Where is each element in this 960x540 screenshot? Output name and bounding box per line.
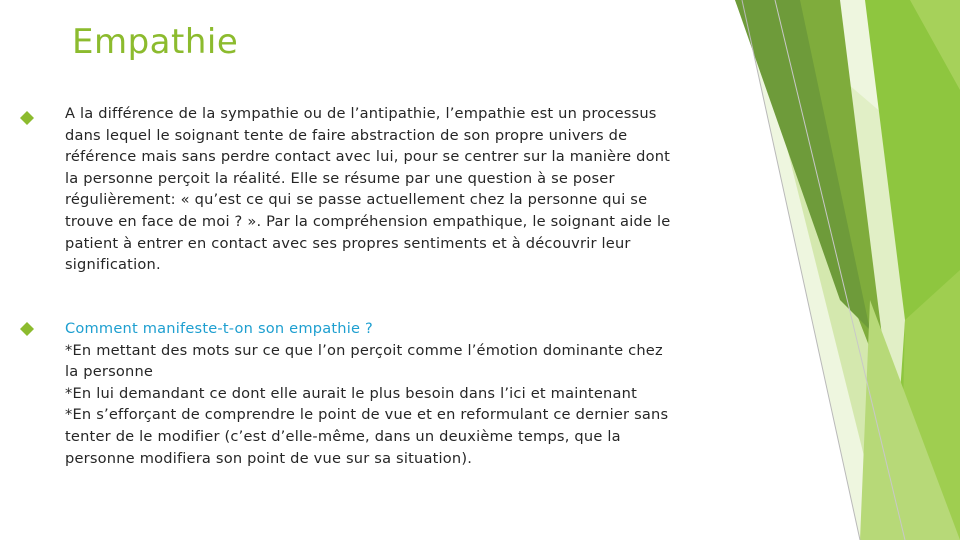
text-line: la personne perçoit la réalité. Elle se résume par une question à se poser	[65, 169, 615, 187]
text-line: *En mettant des mots sur ce que l’on perçoit comme l’émotion dominante chez	[65, 341, 663, 359]
bullet-paragraph-1	[65, 103, 730, 276]
text-line: *En s’efforçant de comprendre le point de vue et en reformulant ce dernier sans	[65, 406, 669, 424]
text-line: trouve en face de moi ? ». Par la compréhension empathique, le soignant aide le	[65, 212, 671, 230]
text-line: patient à entrer en contact avec ses propres sentiments et à découvrir leur	[65, 234, 631, 252]
text-line: A la différence de la sympathie ou de l’antipathie, l’empathie est un processus	[65, 105, 657, 122]
text-line: la personne	[65, 363, 154, 381]
bullet-paragraph-2	[65, 318, 730, 469]
text-line: signification.	[65, 256, 161, 274]
diamond-bullet-icon	[20, 322, 34, 336]
text-line: régulièrement: « qu’est ce qui se passe actuellement chez la personne qui se	[65, 191, 648, 209]
text-line: personne modifiera son point de vue sur sa situation).	[65, 449, 473, 467]
text-line: tenter de le modifier (c’est d’elle-même, dans un deuxième temps, que la	[65, 427, 621, 445]
section-heading: Comment manifeste-t-on son empathie ?	[65, 320, 373, 337]
text-line: référence mais sans perdre contact avec lui, pour se centrer sur la manière dont	[65, 148, 671, 166]
slide-title: Empathie	[72, 22, 239, 62]
diamond-bullet-icon	[20, 111, 34, 125]
text-line: *En lui demandant ce dont elle aurait le plus besoin dans l’ici et maintenant	[65, 384, 638, 402]
text-line: dans lequel le soignant tente de faire abstraction de son propre univers de	[65, 126, 628, 144]
